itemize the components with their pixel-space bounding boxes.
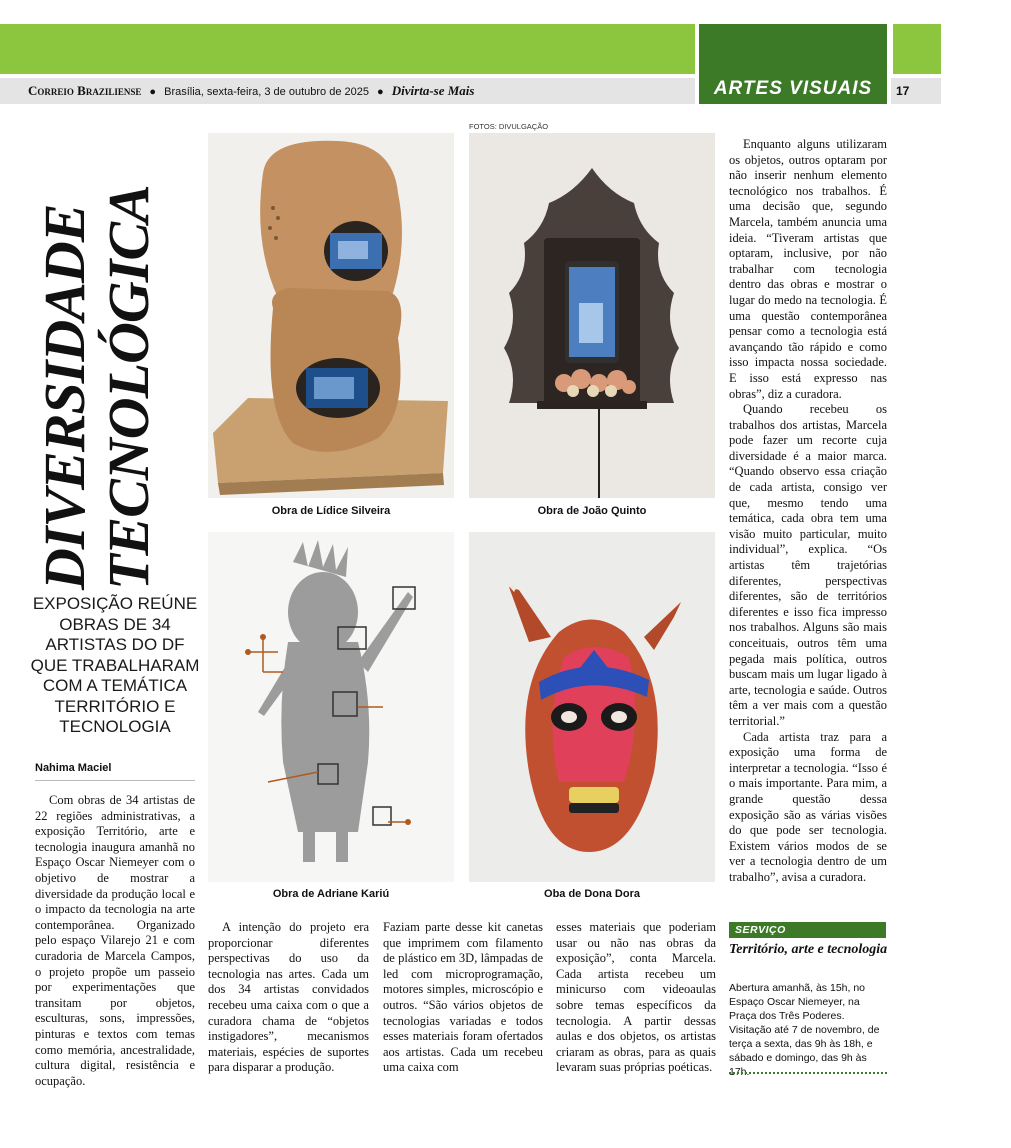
page-number: 17 [896, 84, 910, 98]
byline-divider [35, 780, 195, 781]
body-column-3 [383, 920, 543, 1076]
service-divider [729, 1072, 887, 1074]
caption-4: Oba de Dona Dora [544, 888, 640, 900]
service-body: Abertura amanhã, às 15h, no Espaço Oscar Niemeyer, na Praça dos Três Poderes. Visitação até 7 de novembro, de terça a sexta, das 9h às 18h, e sábado e domingo, das 9h às 17h. [729, 982, 880, 1078]
body-column-1 [35, 793, 195, 1089]
service-title: Território, arte e tecnologia [729, 942, 888, 957]
header-green-bar [0, 24, 695, 74]
photo-lidice-silveira [208, 133, 454, 498]
caption-1: Obra de Lídice Silveira [271, 505, 391, 517]
body-column-right [729, 137, 887, 886]
supplement-name: Divirta-se Mais [391, 83, 475, 98]
article-subtitle: EXPOSIÇÃO REÚNE OBRAS DE 34 ARTISTAS DO DF QUE TRABALHARAM COM A TEMÁTICA TERRITÓRIO E TECNOLOGIA [30, 594, 200, 736]
dateline: Brasília, sexta-feira, 3 de outubro de 2025 [164, 86, 369, 98]
paragraph: Quando recebeu os trabalhos dos artistas, Marcela pode fazer um recorte cuja diversidade é a maior marca. “Quando observo essa criação de cada artista, consigo ver que, mesmo tendo uma temática, cada obra tem uma visão muito particular, muito individual”, explica. “Os artistas têm trajetórias diferentes, perspectivas diferentes, são de territórios diferentes e isso fica impresso nos trabalhos. Alguns são mais conceituais, outros têm uma pegada mais política, outros buscam mais um lugar ligado à arte, tecnologia e saúde. Outros têm a ver mais com a questão territorial.” [729, 402, 887, 728]
body-column-2 [208, 920, 369, 1076]
paragraph: Com obras de 34 artistas de 22 regiões administrativas, a exposição Território, arte e tecnologia inaugura amanhã no Espaço Oscar Niemeyer com o objetivo de mostrar a diversidade da produção local e o impacto da tecnologia na arte contemporânea. Organizado pelo espaço Vilarejo 21 e com curadoria de Marcela Campos, o projeto propõe um passeio por experimentações que transitam por objetos, esculturas, sons, impressões, pinturas e textos com temas como memória, ancestralidade, cultura digital, resistência e ocupação. [35, 793, 195, 1088]
folio-line: Correio Braziliense ● Brasília, sexta-feira, 3 de outubro de 2025 ● Divirta-se Mais [28, 83, 475, 98]
title-line-1: DIVERSIDADE [32, 204, 97, 590]
title-line-2: TECNOLÓGICA [96, 185, 161, 590]
photo-adriane-kariu [208, 532, 454, 882]
photo-joao-quinto [469, 133, 715, 498]
paragraph: Faziam parte desse kit canetas que imprimem com filamento de plástico em 3D, lâmpadas de led com microprogramação, motores simples, microscópio e outros. “São vários objetos de tecnologias variadas e todos esses materiais foram ofertados aos artistas. Cada um recebeu uma caixa com [383, 920, 543, 1075]
paragraph: Enquanto alguns utilizaram os objetos, outros optaram por não inserir nenhum elemento tecnológico nos trabalhos. É uma decisão que, segundo Marcela, também anuncia uma ideia. “Tiveram artistas que optaram, inclusive, por não trabalhar com tecnologia dentro das obras e mostrar o lugar do medo na tecnologia. É uma questão contemporânea pensar como a tecnologia está avançando tão rápido e como isso impacta nossa sociedade. E isso está expresso nas obras”, diz a curadora. [729, 137, 887, 401]
caption-3: Obra de Adriane Kariú [272, 888, 390, 900]
photo-credit: FOTOS: DIVULGAÇÃO [469, 122, 549, 131]
photo-dona-dora [469, 532, 715, 882]
byline: Nahima Maciel [35, 762, 112, 774]
header-green-bar-right [893, 24, 941, 74]
body-column-4 [556, 920, 716, 1076]
section-label: ARTES VISUAIS [713, 78, 873, 99]
newspaper-logo: Correio Braziliense [28, 83, 142, 98]
paragraph: Cada artista traz para a exposição uma forma de interpretar a tecnologia. “Isso é o mais importante. Para mim, a grande questão dessa exposição são as várias visões do que pode ser tecnologia. Existem vários modos de se ver a tecnologia dentro de um trabalho”, avisa a curadora. [729, 729, 887, 884]
paragraph: esses materiais que poderiam usar ou não nas obras da exposição”, conta Marcela. Cada artista recebeu um minicurso com videoaulas sobre temas específicos da tecnologia. A partir dessas aulas e dos objetos, os artistas criaram as obras, para as quais levaram suas próprias poéticas. [556, 920, 716, 1075]
paragraph: A intenção do projeto era proporcionar diferentes perspectivas do uso da tecnologia nas artes. Cada um dos 34 artistas convidados recebeu uma caixa com o que a curadora chama de “objetos instigadores”, mecanismos materiais, espécies de suportes para disparar a produção. [208, 920, 369, 1075]
caption-2: Obra de João Quinto [537, 505, 647, 517]
service-label: SERVIÇO [729, 922, 886, 938]
article-title [33, 130, 169, 590]
